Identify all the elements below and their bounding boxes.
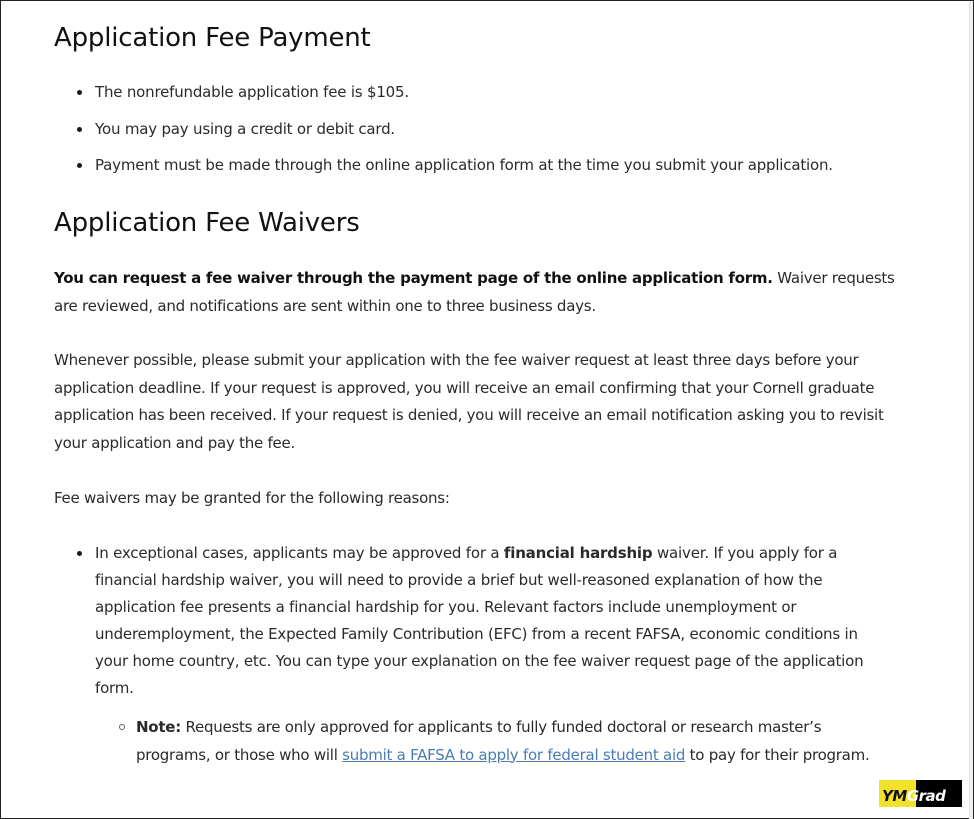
reasons-intro: Fee waivers may be granted for the following reasons: bbox=[54, 489, 450, 507]
paragraph-line: your home country, etc. You can type your explanation on the fee waiver request page of the application bbox=[95, 652, 864, 670]
note-text: Requests are only approved for applicants to fully funded doctoral or research master’s bbox=[180, 718, 822, 736]
reasons-list bbox=[77, 540, 897, 702]
ymgrad-logo bbox=[879, 780, 962, 807]
hardship-bold: financial hardship bbox=[503, 544, 653, 562]
page-edge-shadow bbox=[969, 1, 973, 819]
waiver-request-paragraph bbox=[54, 265, 924, 320]
payment-list bbox=[77, 79, 897, 189]
logo-text bbox=[882, 787, 945, 805]
logo-text-ym: YM bbox=[882, 787, 907, 805]
logo-text-grad: Grad bbox=[906, 787, 946, 805]
paragraph-line: your application and pay the fee. bbox=[54, 433, 295, 452]
list-item: You may pay using a credit or debit card. bbox=[77, 116, 897, 143]
paragraph-line: application deadline. If your request is approved, you will receive an email confirming that your Cornell graduate bbox=[54, 378, 875, 397]
waiver-request-text-line2: are reviewed, and notifications are sent within one to three business days. bbox=[54, 296, 596, 315]
note-text-suffix: to pay for their program. bbox=[685, 745, 870, 764]
hollow-bullet-icon bbox=[119, 724, 125, 730]
paragraph-line: application fee presents a financial hardship for you. Relevant factors include unemployment or bbox=[95, 598, 797, 616]
paragraph-line: form. bbox=[95, 679, 134, 697]
payment-heading: Application Fee Payment bbox=[54, 23, 371, 53]
paragraph-line: Whenever possible, please submit your application with the fee waiver request at least three days before your bbox=[54, 351, 859, 369]
hardship-suffix: waiver. If you apply for a bbox=[652, 544, 838, 562]
paragraph-line: underemployment, the Expected Family Contribution (EFC) from a recent FAFSA, economic conditions in bbox=[95, 625, 858, 643]
note-label: Note: bbox=[136, 718, 181, 736]
list-item: Payment must be made through the online application form at the time you submit your application. bbox=[77, 152, 897, 179]
waiver-request-text: Waiver requests bbox=[772, 269, 895, 287]
hardship-prefix: In exceptional cases, applicants may be approved for a bbox=[95, 544, 504, 562]
paragraph-line: financial hardship waiver, you will need to provide a brief but well-reasoned explanation of how the bbox=[95, 571, 823, 589]
note-text-prefix: programs, or those who will bbox=[136, 745, 343, 764]
list-item bbox=[77, 540, 897, 702]
paragraph-line: application has been received. If your request is denied, you will receive an email notification asking you to revisit bbox=[54, 406, 884, 424]
list-item: The nonrefundable application fee is $105. bbox=[77, 79, 897, 106]
waivers-heading: Application Fee Waivers bbox=[54, 208, 360, 238]
note-sub-item bbox=[118, 714, 870, 769]
submission-paragraph bbox=[54, 347, 924, 457]
fafsa-link[interactable]: submit a FAFSA to apply for federal student aid bbox=[342, 745, 686, 764]
waiver-request-bold: You can request a fee waiver through the payment page of the online application form. bbox=[54, 269, 773, 287]
